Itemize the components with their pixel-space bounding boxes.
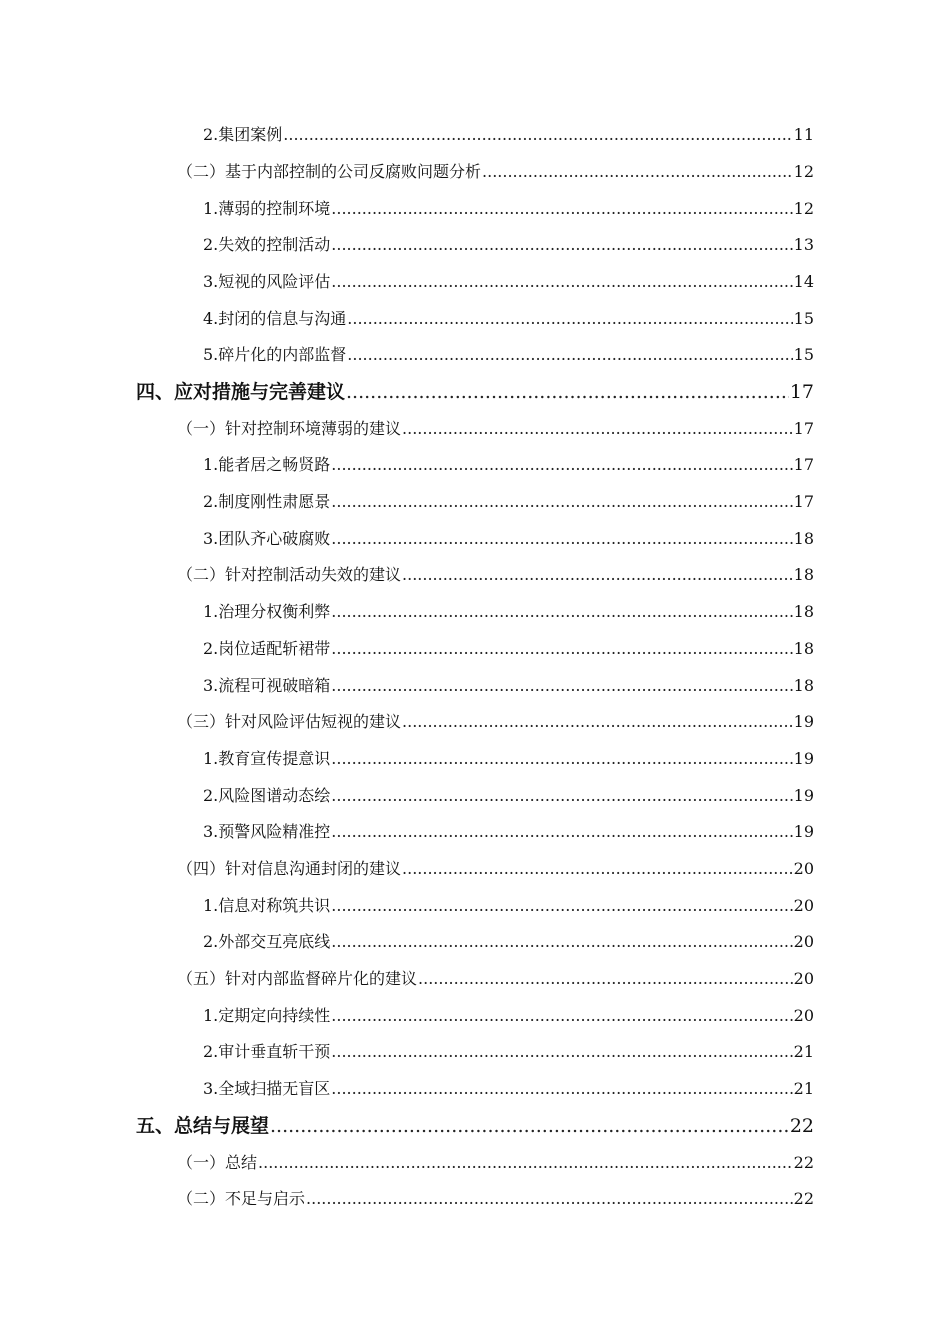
toc-entry-title: 2.制度刚性肃愿景 — [203, 492, 331, 511]
toc-entry[interactable] — [203, 599, 814, 622]
toc-page-number: 17 — [793, 419, 814, 438]
toc-dot-leader — [347, 309, 792, 328]
toc-entry-title: 4.封闭的信息与沟通 — [203, 309, 347, 328]
toc-page-number: 15 — [793, 345, 814, 364]
toc-entry-title: 2.岗位适配斩裙带 — [203, 639, 331, 658]
toc-dot-leader — [331, 272, 792, 291]
toc-entry-title: 3.预警风险精准控 — [203, 822, 331, 841]
toc-dot-leader — [482, 162, 793, 181]
toc-dot-leader — [402, 712, 793, 731]
toc-dot-leader — [331, 602, 792, 621]
toc-page-number: 18 — [793, 565, 814, 584]
toc-entry[interactable] — [203, 893, 814, 916]
toc-page-number: 20 — [793, 969, 814, 988]
toc-entry[interactable] — [203, 269, 814, 292]
toc-page-number: 12 — [793, 162, 814, 181]
toc-page-number: 13 — [793, 235, 814, 254]
toc-page-number: 19 — [793, 786, 814, 805]
toc-page-number: 22 — [789, 1115, 814, 1137]
toc-dot-leader — [331, 786, 792, 805]
toc-entry[interactable] — [203, 819, 814, 842]
toc-entry[interactable] — [203, 306, 814, 329]
toc-entry-title: 五、总结与展望 — [136, 1115, 270, 1137]
toc-dot-leader — [331, 676, 792, 695]
toc-page-number: 17 — [789, 381, 814, 403]
toc-entry[interactable] — [203, 526, 814, 549]
toc-page-number: 21 — [793, 1079, 814, 1098]
toc-entry[interactable] — [203, 929, 814, 952]
toc-entry-title: 2.审计垂直斩干预 — [203, 1042, 331, 1061]
toc-entry-title: 1.定期定向持续性 — [203, 1006, 331, 1025]
toc-entry[interactable] — [203, 196, 814, 219]
toc-entry[interactable] — [203, 1076, 814, 1099]
toc-dot-leader — [270, 1115, 789, 1137]
toc-entry-title: （二）不足与启示 — [177, 1189, 306, 1208]
toc-entry-title: 1.治理分权衡利弊 — [203, 602, 331, 621]
toc-entry[interactable] — [203, 1003, 814, 1026]
toc-dot-leader — [331, 639, 792, 658]
toc-page-number: 22 — [793, 1153, 814, 1172]
toc-entry-title: （二）基于内部控制的公司反腐败问题分析 — [177, 162, 482, 181]
toc-dot-leader — [331, 896, 792, 915]
toc-entry[interactable] — [177, 416, 814, 439]
toc-dot-leader — [418, 969, 793, 988]
toc-entry[interactable] — [177, 966, 814, 989]
toc-entry[interactable] — [203, 673, 814, 696]
toc-dot-leader — [331, 199, 792, 218]
toc-page-number: 20 — [793, 859, 814, 878]
toc-dot-leader — [347, 345, 792, 364]
toc-dot-leader — [331, 1042, 792, 1061]
toc-dot-leader — [331, 932, 792, 951]
toc-entry[interactable] — [203, 1039, 814, 1062]
toc-page-number: 15 — [793, 309, 814, 328]
toc-entry-title: 3.全域扫描无盲区 — [203, 1079, 331, 1098]
toc-entry[interactable] — [177, 562, 814, 585]
toc-dot-leader — [331, 455, 792, 474]
toc-page-number: 21 — [793, 1042, 814, 1061]
toc-page-number: 17 — [793, 492, 814, 511]
toc-entry[interactable] — [203, 232, 814, 255]
toc-page-number: 20 — [793, 932, 814, 951]
toc-entry-title: 3.短视的风险评估 — [203, 272, 331, 291]
toc-entry[interactable] — [203, 746, 814, 769]
toc-dot-leader — [346, 381, 789, 403]
toc-page-number: 18 — [793, 602, 814, 621]
toc-entry[interactable] — [177, 709, 814, 732]
toc-entry-title: 2.风险图谱动态绘 — [203, 786, 331, 805]
toc-entry-title: （五）针对内部监督碎片化的建议 — [177, 969, 418, 988]
toc-entry-title: （一）总结 — [177, 1153, 258, 1172]
toc-dot-leader — [331, 749, 792, 768]
toc-page-number: 19 — [793, 822, 814, 841]
toc-entry[interactable] — [177, 159, 814, 182]
toc-page-number: 17 — [793, 455, 814, 474]
toc-entry[interactable] — [177, 1150, 814, 1173]
toc-dot-leader — [331, 492, 792, 511]
toc-page-number: 19 — [793, 749, 814, 768]
toc-entry-title: 1.信息对称筑共识 — [203, 896, 331, 915]
toc-dot-leader — [402, 859, 793, 878]
toc-page-number: 19 — [793, 712, 814, 731]
toc-entry-title: 四、应对措施与完善建议 — [136, 381, 346, 403]
toc-entry-title: （三）针对风险评估短视的建议 — [177, 712, 402, 731]
toc-entry[interactable] — [203, 342, 814, 365]
toc-entry[interactable] — [203, 783, 814, 806]
toc-page-number: 20 — [793, 896, 814, 915]
toc-entry-title: 2.失效的控制活动 — [203, 235, 331, 254]
toc-page-number: 14 — [793, 272, 814, 291]
toc-page-number: 11 — [793, 125, 814, 144]
toc-entry-title: 1.薄弱的控制环境 — [203, 199, 331, 218]
toc-entry-title: 3.团队齐心破腐败 — [203, 529, 331, 548]
toc-entry-title: 2.集团案例 — [203, 125, 283, 144]
toc-entry-title: 5.碎片化的内部监督 — [203, 345, 347, 364]
toc-chapter-entry[interactable] — [136, 1111, 814, 1138]
toc-entry[interactable] — [203, 636, 814, 659]
toc-entry[interactable] — [177, 1186, 814, 1209]
toc-dot-leader — [283, 125, 792, 144]
toc-page-number: 20 — [793, 1006, 814, 1025]
toc-page-number: 18 — [793, 676, 814, 695]
toc-entry-title: 1.能者居之畅贤路 — [203, 455, 331, 474]
toc-page-number: 18 — [793, 639, 814, 658]
toc-entry-title: （一）针对控制环境薄弱的建议 — [177, 419, 402, 438]
toc-page-number: 18 — [793, 529, 814, 548]
toc-entry[interactable] — [203, 489, 814, 512]
toc-entry-title: 3.流程可视破暗箱 — [203, 676, 331, 695]
toc-entry[interactable] — [203, 452, 814, 475]
toc-page-number: 22 — [793, 1189, 814, 1208]
toc-entry[interactable] — [203, 122, 814, 145]
toc-dot-leader — [331, 235, 792, 254]
toc-dot-leader — [402, 419, 793, 438]
toc-entry-title: 2.外部交互亮底线 — [203, 932, 331, 951]
toc-page-number: 12 — [793, 199, 814, 218]
toc-chapter-entry[interactable] — [136, 377, 814, 404]
toc-entry-title: 1.教育宣传提意识 — [203, 749, 331, 768]
toc-dot-leader — [306, 1189, 793, 1208]
toc-entry-title: （四）针对信息沟通封闭的建议 — [177, 859, 402, 878]
toc-dot-leader — [331, 822, 792, 841]
toc-dot-leader — [331, 1006, 792, 1025]
toc-dot-leader — [331, 529, 792, 548]
toc-dot-leader — [402, 565, 793, 584]
toc-dot-leader — [258, 1153, 793, 1172]
toc-dot-leader — [331, 1079, 792, 1098]
toc-entry[interactable] — [177, 856, 814, 879]
toc-entry-title: （二）针对控制活动失效的建议 — [177, 565, 402, 584]
